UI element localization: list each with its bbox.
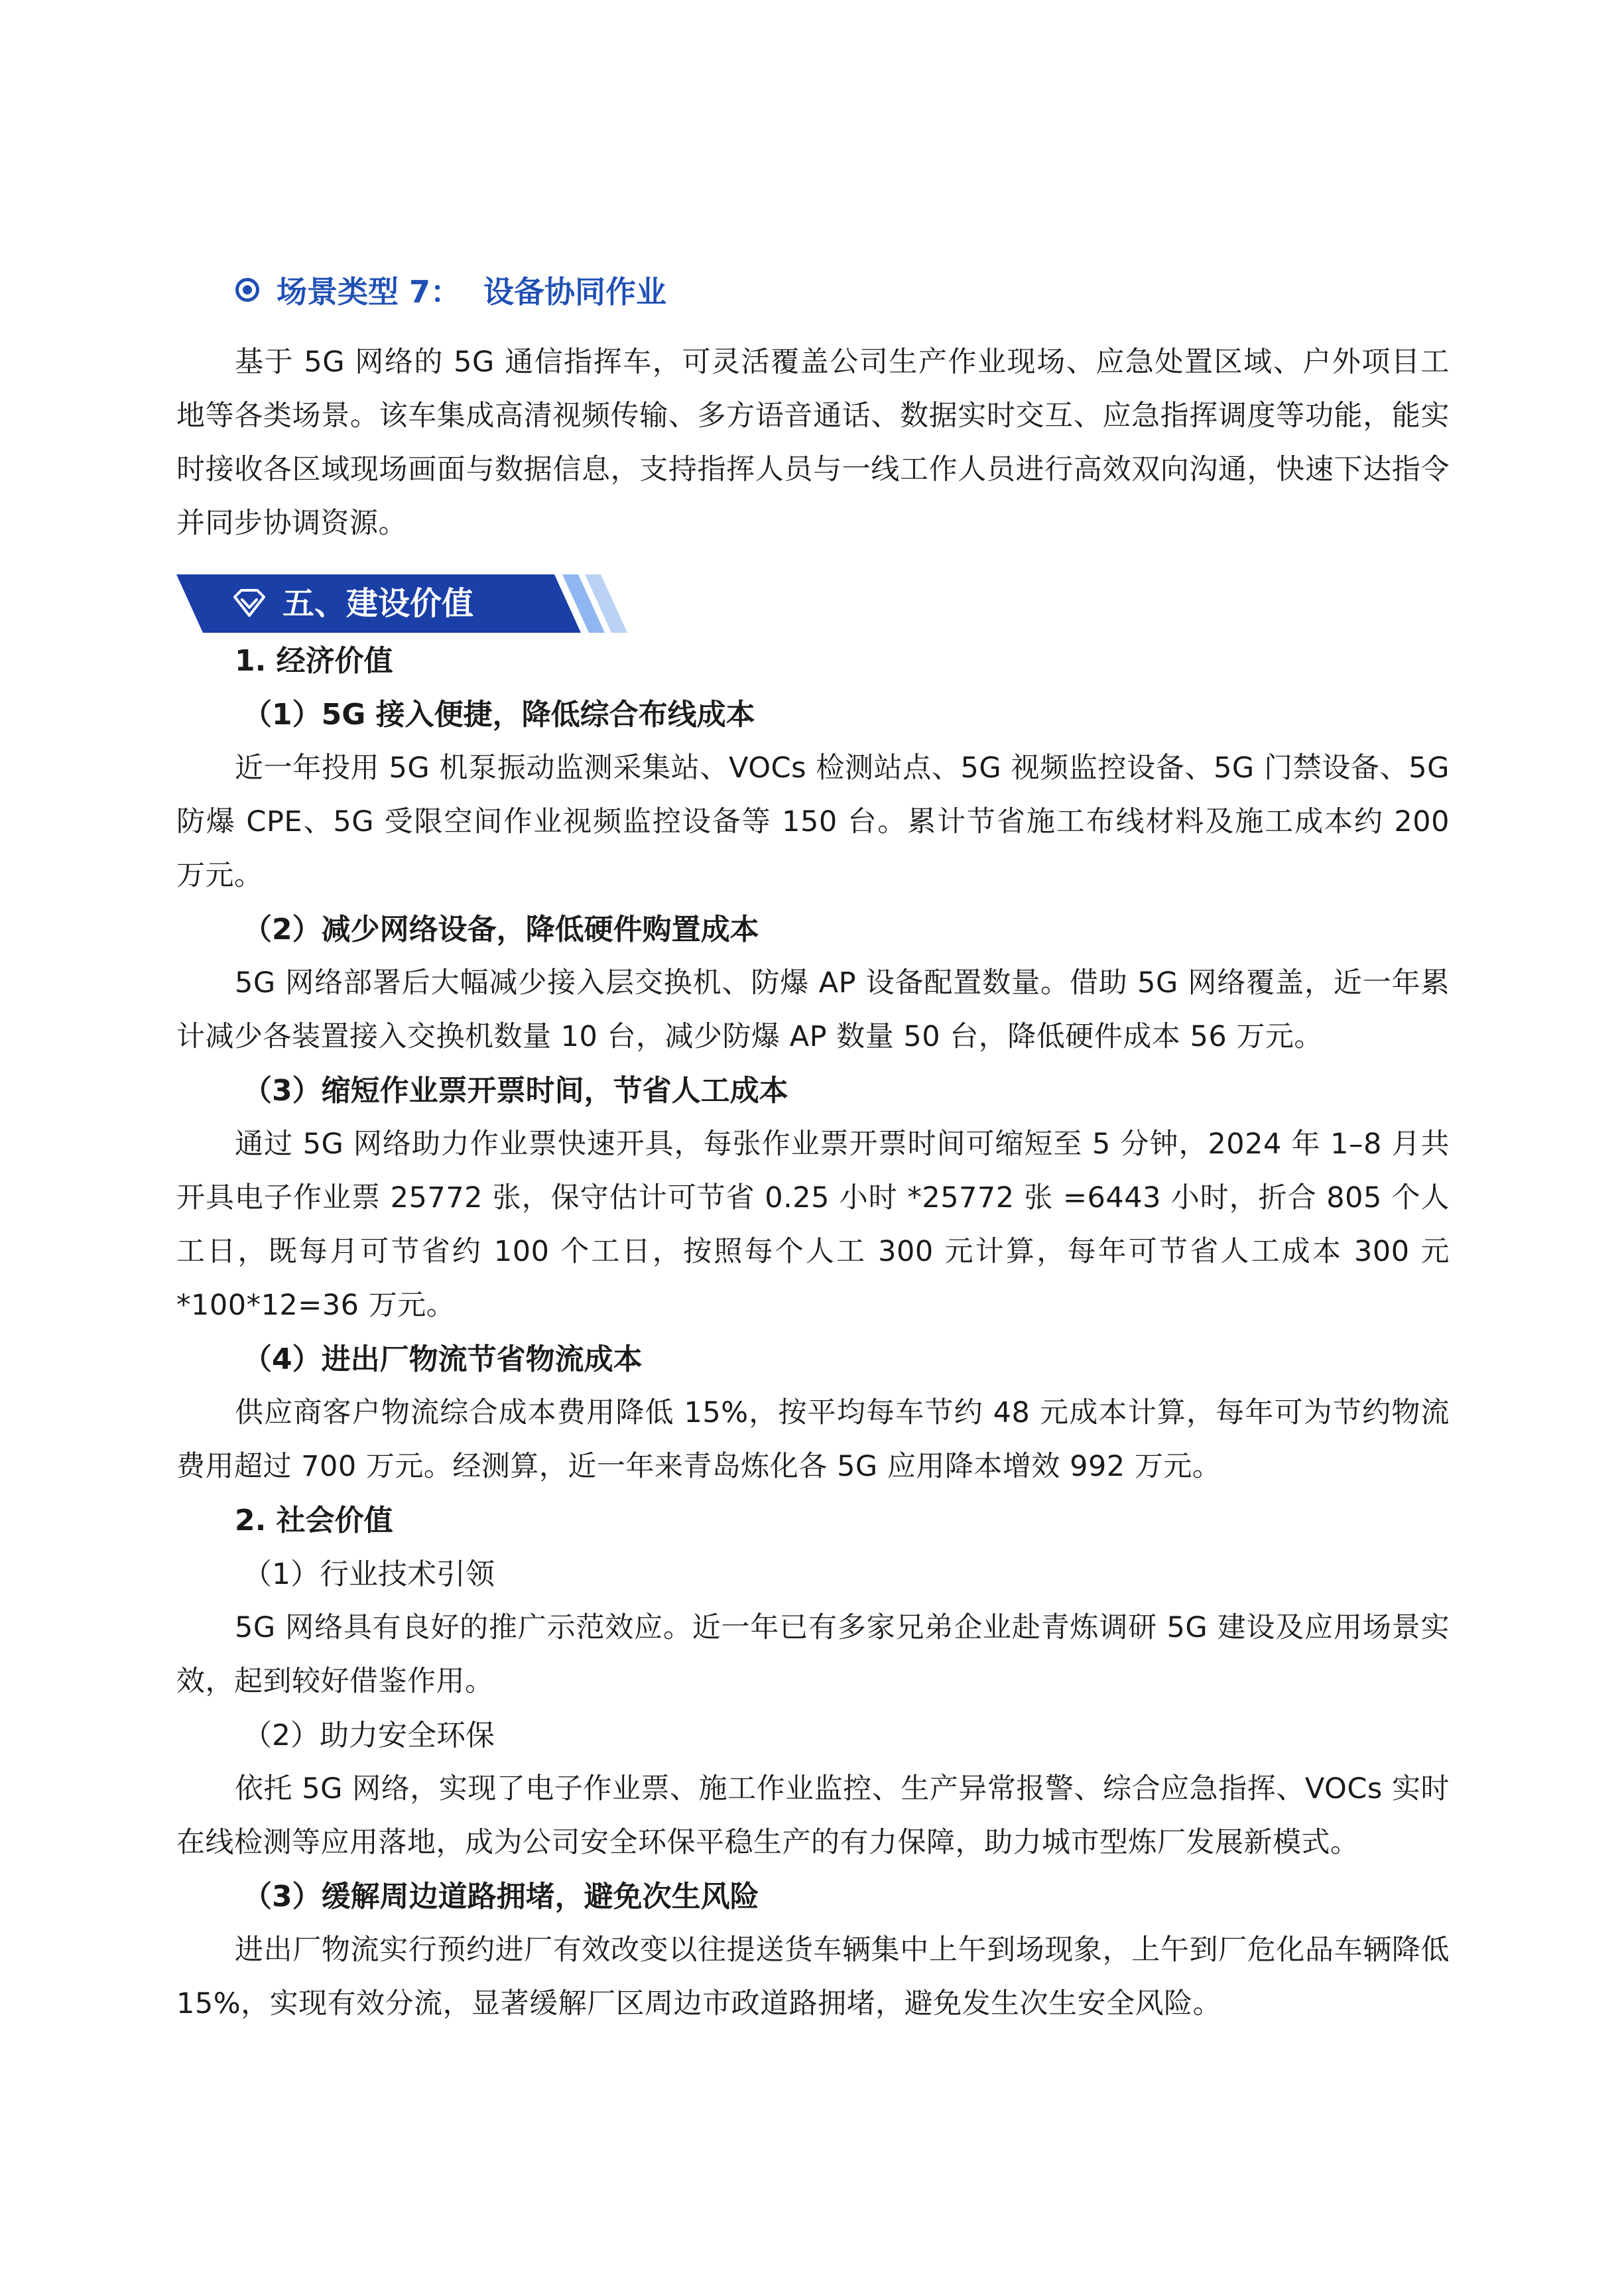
- economic-item-body: 近一年投用 5G 机泵振动监测采集站、VOCs 检测站点、5G 视频监控设备、5G 门禁设备、5G 防爆 CPE、5G 受限空间作业视频监控设备等 150 台。累计节省施工布线材料及施工成本约 200 万元。: [176, 751, 1450, 892]
- economic-item-heading: （2）减少网络设备，降低硬件购置成本: [243, 913, 759, 946]
- radio-bullet-icon: [235, 278, 259, 302]
- scene-heading: [235, 268, 666, 312]
- economic-item-body: 5G 网络部署后大幅减少接入层交换机、防爆 AP 设备配置数量。借助 5G 网络覆盖，近一年累计减少各装置接入交换机数量 10 台，减少防爆 AP 数量 50 台，降低硬件成本 56 万元。: [176, 966, 1450, 1053]
- economic-item-heading: （3）缩短作业票开票时间，节省人工成本: [243, 1074, 788, 1108]
- economic-item-body: 通过 5G 网络助力作业票快速开具，每张作业票开票时间可缩短至 5 分钟，2024 年 1–8 月共开具电子作业票 25772 张，保守估计可节省 0.25 小时 *25772 张 =6443 小时，折合 805 个人工日，既每月可节省约 100 个工日，按照每个人工 300 元计算，每年可节省人工成本 300 元 *100*12=36 万元。: [176, 1128, 1450, 1322]
- economic-item-body: 供应商客户物流综合成本费用降低 15%，按平均每车节约 48 元成本计算，每年可为节约物流费用超过 700 万元。经测算，近一年来青岛炼化各 5G 应用降本增效 992 万元。: [176, 1396, 1450, 1483]
- social-item-body: 进出厂物流实行预约进厂有效改变以往提送货车辆集中上午到场现象，上午到厂危化品车辆降低 15%，实现有效分流，显著缓解厂区周边市政道路拥堵，避免发生次生安全风险。: [176, 1933, 1450, 2020]
- social-value-heading: 2. 社会价值: [235, 1504, 393, 1537]
- social-item-body: 5G 网络具有良好的推广示范效应。近一年已有多家兄弟企业赴青炼调研 5G 建设及应用场景实效，起到较好借鉴作用。: [176, 1611, 1450, 1698]
- social-item-heading: （1）行业技术引领: [243, 1557, 495, 1591]
- social-item-heading: （3）缓解周边道路拥堵，避免次生风险: [243, 1880, 759, 1914]
- social-item-heading: （2）助力安全环保: [243, 1719, 495, 1752]
- main-content: [176, 634, 1450, 2031]
- scene-label: 场景类型 7：: [277, 274, 462, 310]
- social-item-body: 依托 5G 网络，实现了电子作业票、施工作业监控、生产异常报警、综合应急指挥、VOCs 实时在线检测等应用落地，成为公司安全环保平稳生产的有力保障，助力城市型炼厂发展新模式。: [176, 1772, 1450, 1859]
- diamond-heart-icon: [232, 589, 267, 618]
- scene-paragraph: 基于 5G 网络的 5G 通信指挥车，可灵活覆盖公司生产作业现场、应急处置区域、户外项目工地等各类场景。该车集成高清视频传输、多方语音通话、数据实时交互、应急指挥调度等功能，能实时接收各区域现场画面与数据信息，支持指挥人员与一线工作人员进行高效双向沟通，快速下达指令并同步协调资源。: [176, 346, 1450, 540]
- economic-item-heading: （1）5G 接入便捷，降低综合布线成本: [243, 698, 755, 732]
- section-banner: [176, 574, 627, 633]
- scene-title: 设备协同作业: [483, 274, 667, 310]
- section-title: 五、建设价值: [282, 585, 474, 622]
- economic-item-heading: （4）进出厂物流节省物流成本: [243, 1342, 643, 1376]
- economic-value-heading: 1. 经济价值: [235, 644, 393, 678]
- scene-body-block: [176, 336, 1450, 551]
